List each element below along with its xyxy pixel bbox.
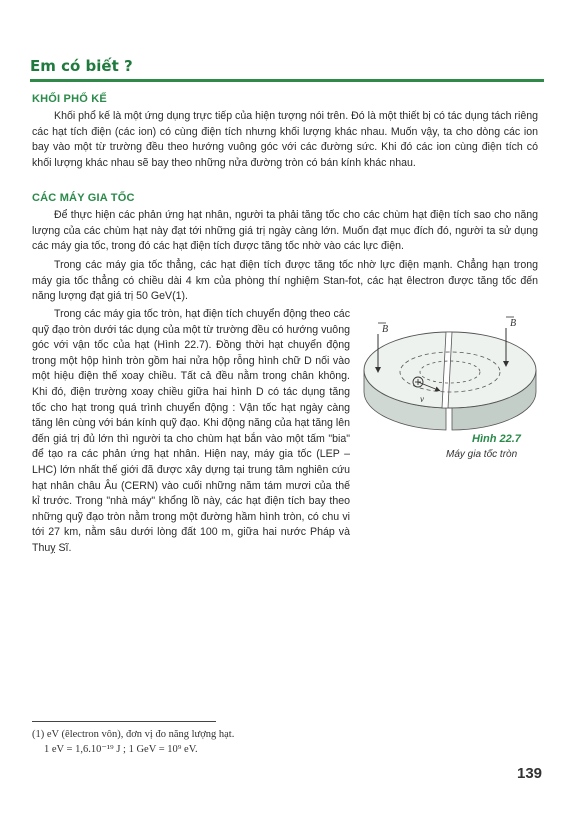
box-title: Em có biết ? bbox=[30, 57, 133, 75]
footnote-line-2: 1 eV = 1,6.10⁻¹⁹ J ; 1 GeV = 10⁹ eV. bbox=[44, 744, 198, 755]
label-b-right: B bbox=[510, 318, 517, 329]
paragraph-linear-accelerator: Trong các máy gia tốc thẳng, các hạt điện tích được tăng tốc nhờ lực điện mạnh. Chẳng hạn trong máy gia tốc thẳng có chiều dài 4 km của phòng thí nghiệm Stan-fot, các hạt êlectron được tăng tốc đến năng lượng đạt giá trị 50 GeV(1). bbox=[32, 259, 538, 303]
paragraph-accelerators-intro: Để thực hiện các phản ứng hạt nhân, người ta phải tăng tốc cho các chùm hạt điện tích sao cho năng lượng của các chùm hạt này đạt tới những giá trị ngày càng lớn. Muốn đạt mục đích đó, người ta sử dụng các máy gia tốc, trong đó các hạt điện tích được tăng tốc nhờ vào các lực điện. bbox=[32, 209, 538, 253]
paragraph-circular-accelerator: Trong các máy gia tốc tròn, hạt điện tích chuyển động theo các quỹ đạo tròn dưới tác dụng của một từ trường đều có hướng vuông góc với vận tốc của hạt (Hình 22.7). Đồng thời hạt chuyển động trong một hộp hình tròn gồm hai nửa hộp rỗng hình chữ D nối vào một hiệu điện thế xoay chiều. Tất cả đều nằm trong chân không. Khi đó, điện trường xoay chiều giữa hai hình D có tác dụng tăng tốc cho hạt trong quá trình chuyển động : Vận tốc hạt ngày càng tăng lên cùng với bán kính quỹ đạo. Khi động năng của hạt tăng lên đến giá trị đủ lớn thì người ta cho chùm hạt bắn vào một tấm "bia" để tạo ra các phản ứng hạt nhân. Hiện nay, máy gia tốc (LEP – LHC) lớn nhất thế giới đã được xây dựng tại trung tâm nghiên cứu hạt nhân châu Âu (CERN) vào cuối những năm tám mươi của thế kỉ trước. Trong "nhà máy" khổng lồ này, các hạt điện tích bay theo những quỹ đạo tròn nằm trong một đường hầm hình tròn, có chu vi tới 27 km, nằm sâu dưới lòng đất 100 m, giữa hai nước Pháp và Thuỵ Sĩ. bbox=[32, 308, 350, 554]
paragraph-mass-spectrometer: Khối phổ kế là một ứng dụng trực tiếp của hiện tượng nói trên. Đó là một thiết bị có tác dụng tách riêng các hạt tích điện (các ion) có cùng điện tích nhưng khối lượng khác nhau. Muốn vậy, ta cho dòng các ion bay vào một từ trường đều theo hướng vuông góc với các đường sức. Khi đó các ion cùng điện tích có khối lượng khác nhau sẽ bay theo những nửa đường tròn có bán kính khác nhau. bbox=[32, 110, 538, 169]
section-heading-accelerators: CÁC MÁY GIA TỐC bbox=[32, 192, 135, 204]
figure-caption-title: Hình 22.7 bbox=[472, 433, 521, 445]
box-header bbox=[30, 57, 544, 82]
page-number: 139 bbox=[517, 765, 543, 782]
figure-caption-subtitle: Máy gia tốc tròn bbox=[446, 449, 518, 460]
label-b-left: B bbox=[382, 324, 389, 335]
footnote-rule bbox=[32, 721, 216, 722]
header-rule bbox=[30, 79, 544, 82]
label-v: v bbox=[420, 394, 424, 404]
section-heading-mass-spectrometer: KHỐI PHỔ KẾ bbox=[32, 93, 107, 105]
footnote-line-1: (1) eV (êlectron vôn), đơn vị đo năng lượng hạt. bbox=[32, 729, 235, 740]
